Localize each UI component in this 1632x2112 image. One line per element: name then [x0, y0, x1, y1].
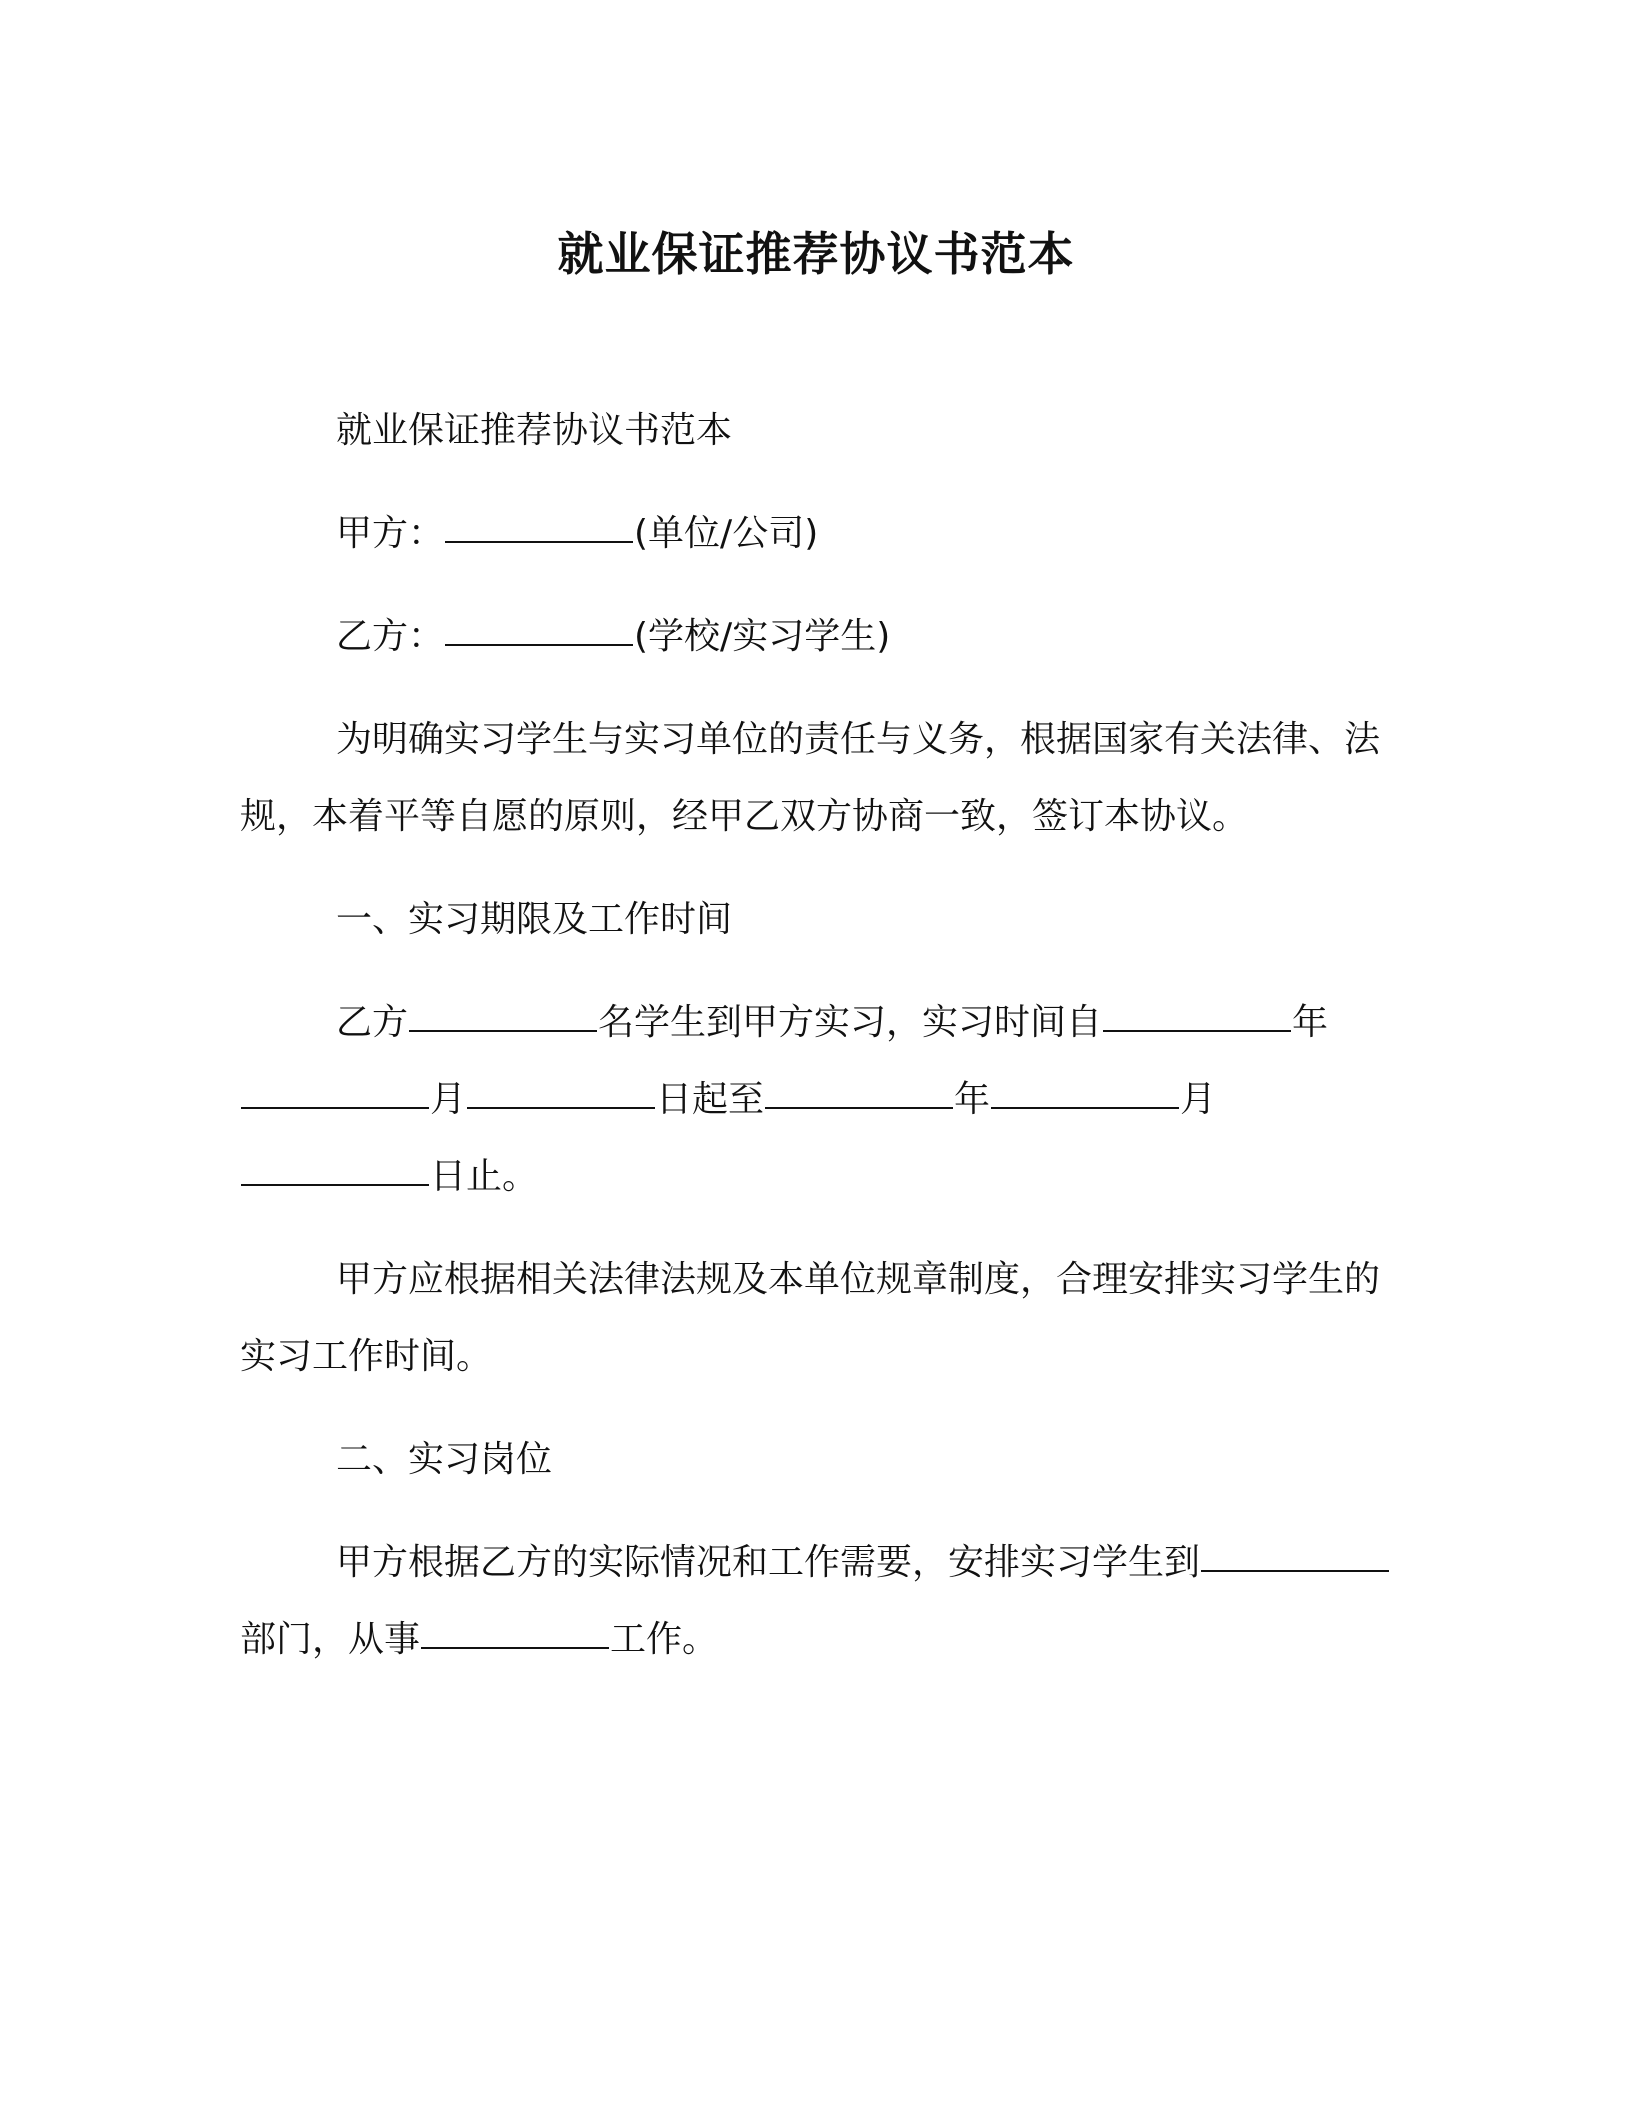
period-text-2: 名学生到甲方实习，实习时间自 — [598, 1002, 1103, 1043]
intro-paragraph: 为明确实习学生与实习单位的责任与义务，根据国家有关法律、法规，本着平等自愿的原则，经甲乙双方协商一致，签订本协议。 — [240, 719, 1381, 837]
position-text-2: 部门，从事 — [240, 1619, 421, 1660]
start-year-blank — [1103, 996, 1291, 1032]
period-text-5: 日起至 — [656, 1079, 765, 1120]
party-a-blank — [445, 507, 633, 543]
period-text-7: 月 — [1180, 1079, 1217, 1120]
party-b-suffix: (学校/实习学生) — [634, 616, 891, 657]
period-text-8: 日止。 — [430, 1156, 539, 1197]
period-text-6: 年 — [954, 1079, 991, 1120]
section1-worktime-paragraph: 甲方应根据相关法律法规及本单位规章制度，合理安排实习学生的实习工作时间。 — [240, 1259, 1381, 1377]
end-month-blank — [991, 1073, 1179, 1109]
section1-period-paragraph — [240, 984, 1392, 1215]
end-year-blank — [765, 1073, 953, 1109]
department-blank — [1201, 1536, 1389, 1572]
position-text-1: 甲方根据乙方的实际情况和工作需要，安排实习学生到 — [336, 1542, 1201, 1583]
document-body — [240, 392, 1392, 1704]
document-title: 就业保证推荐协议书范本 — [557, 227, 1075, 281]
period-text-3: 年 — [1292, 1002, 1329, 1043]
party-b-blank — [445, 610, 633, 646]
period-text-4: 月 — [430, 1079, 467, 1120]
section1-heading: 一、实习期限及工作时间 — [336, 899, 733, 940]
party-a-suffix: (单位/公司) — [634, 513, 819, 554]
section2-position-paragraph — [240, 1524, 1392, 1678]
start-day-blank — [467, 1073, 655, 1109]
job-blank — [421, 1613, 609, 1649]
period-text-1: 乙方 — [336, 1002, 409, 1043]
party-b-line — [240, 598, 1392, 675]
party-b-label: 乙方： — [336, 616, 445, 657]
end-day-blank — [241, 1150, 429, 1186]
position-text-3: 工作。 — [610, 1619, 719, 1660]
party-a-line — [240, 495, 1392, 572]
section2-heading: 二、实习岗位 — [336, 1439, 553, 1480]
student-count-blank — [409, 996, 597, 1032]
party-a-label: 甲方： — [336, 513, 445, 554]
subtitle: 就业保证推荐协议书范本 — [336, 410, 733, 451]
start-month-blank — [241, 1073, 429, 1109]
